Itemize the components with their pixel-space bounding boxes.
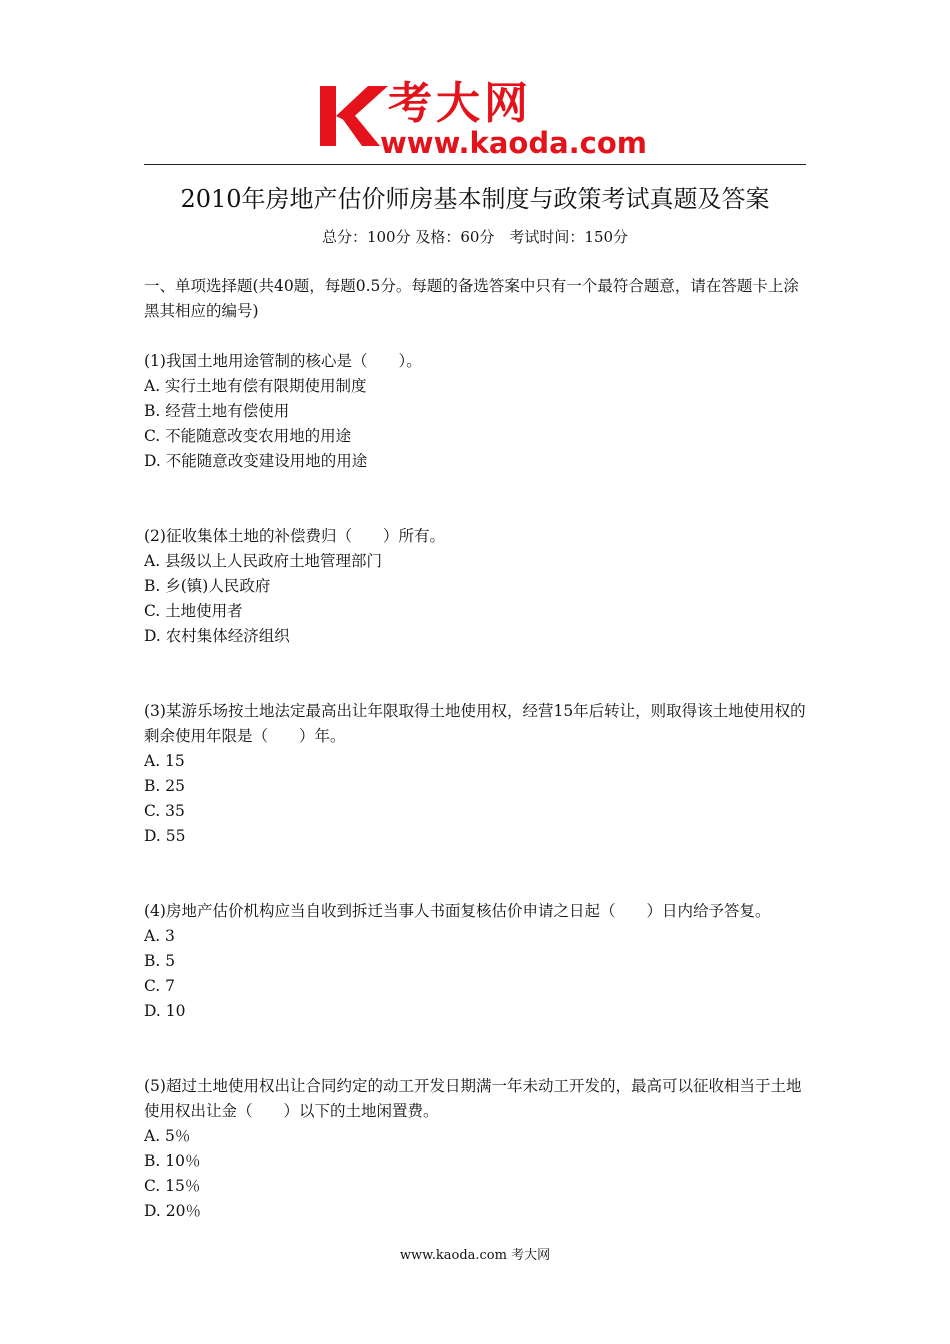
option-b: B. 经营土地有偿使用 <box>144 402 290 420</box>
section-heading-text: 一、单项选择题(共40题，每题0.5分。每题的备选答案中只有一个最符合题意，请在答题卡上涂黑其相应的编号) <box>144 277 799 320</box>
option-a: A. 5％ <box>144 1127 191 1145</box>
exam-info: 总分：100分 及格：60分 考试时间：150分 <box>321 228 629 246</box>
logo-url-text: www.kaoda.com <box>380 126 647 160</box>
question-3 <box>144 699 808 849</box>
option-d: D. 农村集体经济组织 <box>144 627 290 645</box>
option-d: D. 20％ <box>144 1202 201 1220</box>
question-stem: (4)房地产估价机构应当自收到拆迁当事人书面复核估价申请之日起（ ）日内给予答复。 <box>144 902 771 920</box>
kaoda-logo <box>318 78 647 160</box>
option-a: A. 实行土地有偿有限期使用制度 <box>144 377 367 395</box>
option-a: A. 县级以上人民政府土地管理部门 <box>144 552 383 570</box>
option-c: C. 7 <box>144 977 176 995</box>
question-5 <box>144 1074 808 1224</box>
question-2 <box>144 524 808 649</box>
option-c: C. 15％ <box>144 1177 201 1195</box>
option-b: B. 5 <box>144 952 176 970</box>
question-stem: (1)我国土地用途管制的核心是（ ）。 <box>144 352 422 370</box>
question-stem: (2)征收集体土地的补偿费归（ ）所有。 <box>144 527 445 545</box>
option-b: B. 10％ <box>144 1152 201 1170</box>
option-b: B. 乡(镇)人民政府 <box>144 577 271 595</box>
document-body <box>144 274 808 1274</box>
option-a: A. 3 <box>144 927 175 945</box>
option-c: C. 不能随意改变农用地的用途 <box>144 427 352 445</box>
section-heading <box>144 274 808 324</box>
logo-brand-text: 考大网 <box>388 78 532 129</box>
option-d: D. 55 <box>144 827 186 845</box>
option-b: B. 25 <box>144 777 185 795</box>
question-stem: (3)某游乐场按土地法定最高出让年限取得土地使用权，经营15年后转让，则取得该土地使用权的剩余使用年限是（ ）年。 <box>144 702 806 745</box>
question-stem: (5)超过土地使用权出让合同约定的动工开发日期满一年未动工开发的，最高可以征收相当于土地使用权出让金（ ）以下的土地闲置费。 <box>144 1077 802 1120</box>
option-d: D. 不能随意改变建设用地的用途 <box>144 452 368 470</box>
option-c: C. 土地使用者 <box>144 602 243 620</box>
question-4 <box>144 899 808 1024</box>
option-c: C. 35 <box>144 802 185 820</box>
page-title: 2010年房地产估价师房基本制度与政策考试真题及答案 <box>180 185 770 213</box>
option-a: A. 15 <box>144 752 185 770</box>
question-1 <box>144 349 808 474</box>
page-footer: www.kaoda.com 考大网 <box>399 1248 551 1263</box>
header-divider <box>144 164 806 165</box>
option-d: D. 10 <box>144 1002 186 1020</box>
